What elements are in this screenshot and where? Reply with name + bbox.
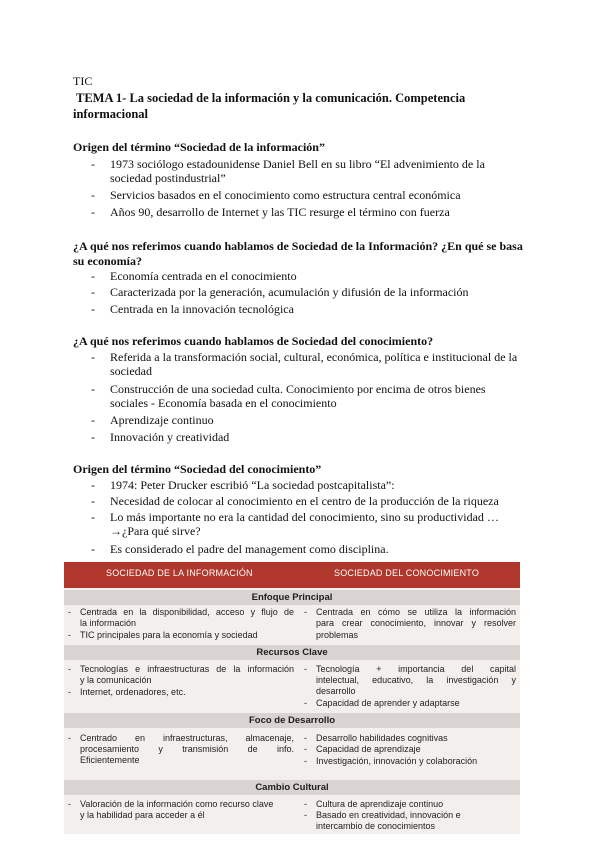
bullet-dash: -	[68, 664, 71, 674]
list-item-text: →¿Para qué sirve?	[110, 524, 201, 538]
bullet-dash: -	[91, 285, 95, 299]
bullet-dash: -	[91, 205, 95, 219]
table-cell-text: procesamiento y transmisión de info.	[80, 744, 294, 754]
table-cell	[68, 664, 294, 675]
bullet-dash: -	[91, 494, 95, 508]
bullet-dash: -	[91, 542, 95, 556]
table-section-header	[64, 590, 520, 605]
table-header	[64, 562, 520, 588]
table-cell-text: Internet, ordenadores, etc.	[80, 687, 186, 697]
list-item	[91, 430, 531, 444]
list-item	[91, 413, 531, 427]
table-cell	[68, 618, 294, 629]
table-cell-text: Basado en creatividad, innovación e	[316, 810, 461, 820]
list-item	[91, 188, 531, 202]
table-cell	[304, 799, 516, 810]
bullet-dash: -	[91, 157, 95, 171]
bullet-dash: -	[304, 698, 307, 708]
bullet-dash: -	[91, 302, 95, 316]
table-cell	[304, 630, 516, 641]
table-cell	[304, 821, 516, 832]
list-item-text: Años 90, desarrollo de Internet y las TIC resurge el término con fuerza	[110, 205, 450, 219]
list-item	[91, 157, 531, 185]
list-item	[91, 382, 531, 410]
table-cell-text: Valoración de la información como recurso clave	[80, 799, 274, 809]
list-item-text: 1973 sociólogo estadounidense Daniel Bell en su libro “El advenimiento de la	[110, 157, 485, 171]
table-cell	[304, 618, 516, 629]
list-item	[91, 205, 531, 219]
table-cell	[68, 744, 294, 755]
table-cell	[304, 675, 516, 686]
list-item	[91, 542, 531, 556]
bullet-dash: -	[91, 350, 95, 364]
table-cell-text: intelectual, educativo, la investigación y	[316, 675, 516, 685]
table-cell	[304, 744, 516, 755]
table-cell-text: TIC principales para la economía y sociedad	[80, 630, 258, 640]
bullet-dash: -	[304, 799, 307, 809]
list-item-text: sociedad postindustrial”	[110, 171, 226, 185]
bullet-dash: -	[304, 664, 307, 674]
table-cell	[68, 630, 294, 641]
table-cell-text: Capacidad de aprendizaje	[316, 744, 421, 754]
list-item	[91, 510, 531, 538]
list-item-text: Necesidad de colocar al conocimiento en el centro de la producción de la riqueza	[110, 494, 499, 508]
table-cell	[304, 810, 516, 821]
section-heading: ¿A qué nos referimos cuando hablamos de Sociedad de la Información? ¿En qué se basa	[73, 239, 523, 253]
table-cell-text: Capacidad de aprender y adaptarse	[316, 698, 460, 708]
table-cell	[68, 810, 294, 821]
table-cell	[304, 756, 516, 767]
page-title-line-1: TEMA 1- La sociedad de la información y la comunicación. Competencia	[76, 91, 466, 105]
bullet-dash: -	[68, 799, 71, 809]
list-item-text: Centrada en la innovación tecnológica	[110, 302, 294, 316]
bullet-dash: -	[91, 478, 95, 492]
table-cell-text: Eficientemente	[80, 755, 140, 765]
bullet-dash: -	[91, 413, 95, 427]
bullet-dash: -	[68, 687, 71, 697]
column-header-knowledge-society: SOCIEDAD DEL CONOCIMIENTO	[334, 568, 480, 578]
table-section-title: Foco de Desarrollo	[248, 715, 336, 726]
table-section-title: Cambio Cultural	[255, 782, 329, 793]
column-header-info-society: SOCIEDAD DE LA INFORMACIÓN	[106, 568, 253, 578]
table-section-title: Enfoque Principal	[251, 592, 333, 603]
bullet-dash: -	[91, 510, 95, 524]
bullet-dash: -	[91, 269, 95, 283]
table-cell-text: Centrada en cómo se utiliza la información	[316, 607, 516, 617]
list-item-text: Servicios basados en el conocimiento como estructura central económica	[110, 188, 461, 202]
section-heading: Origen del término “Sociedad de la información”	[73, 140, 325, 154]
list-item-text: sociales - Economía basada en el conocimiento	[110, 396, 337, 410]
table-cell	[68, 733, 294, 744]
section-heading-cont: su economía?	[73, 254, 142, 268]
list-item-text: Aprendizaje continuo	[110, 413, 214, 427]
section-heading: ¿A qué nos referimos cuando hablamos de Sociedad del conocimiento?	[73, 334, 434, 348]
list-item	[91, 269, 531, 283]
page-title-line-2: informacional	[73, 107, 148, 121]
table-cell-text: y la habilidad para acceder a él	[80, 810, 205, 820]
list-item-text: 1974: Peter Drucker escribió “La sociedad postcapitalista”:	[110, 478, 395, 492]
list-item	[91, 350, 531, 378]
bullet-dash: -	[304, 756, 307, 766]
bullet-dash: -	[68, 630, 71, 640]
list-item-text: sociedad	[110, 364, 152, 378]
table-cell-text: Centrada en la disponibilidad, acceso y flujo de	[80, 607, 294, 617]
bullet-dash: -	[304, 733, 307, 743]
table-section-header	[64, 713, 520, 728]
table-cell-text: Desarrollo habilidades cognitivas	[316, 733, 448, 743]
bullet-dash: -	[304, 607, 307, 617]
list-item-text: Innovación y creatividad	[110, 430, 230, 444]
table-section-title: Recursos Clave	[256, 647, 328, 658]
table-cell-text: y la comunicación	[80, 675, 152, 685]
table-cell-text: problemas	[316, 630, 359, 640]
table-cell-text: Cultura de aprendizaje continuo	[316, 799, 444, 809]
table-cell	[304, 686, 516, 697]
bullet-dash: -	[304, 810, 307, 820]
bullet-dash: -	[68, 733, 71, 743]
list-item	[91, 302, 531, 316]
list-item	[91, 494, 531, 508]
list-item	[91, 478, 531, 492]
table-cell	[304, 698, 516, 709]
table-cell	[68, 675, 294, 686]
list-item-text: Es considerado el padre del management como disciplina.	[110, 542, 389, 556]
comparison-table	[64, 562, 520, 834]
table-cell-text: para crear conocimiento, innovar y resolver	[316, 618, 516, 628]
list-item-text: Lo más importante no era la cantidad del conocimiento, sino su productividad …	[110, 510, 499, 524]
table-section-header	[64, 645, 520, 660]
table-cell-text: Tecnologías e infraestructuras de la información	[80, 664, 294, 674]
table-cell-text: Tecnología + importancia del capital	[316, 664, 516, 674]
bullet-dash: -	[304, 744, 307, 754]
list-item-text: Referida a la transformación social, cultural, económica, política e institucional de la	[110, 350, 518, 364]
course-label: TIC	[73, 74, 93, 88]
table-cell-text: desarrollo	[316, 686, 356, 696]
list-item-text: Construcción de una sociedad culta. Conocimiento por encima de otros bienes	[110, 382, 486, 396]
table-cell	[68, 755, 294, 766]
table-section-header	[64, 780, 520, 795]
table-cell	[304, 664, 516, 675]
list-item-text: Economía centrada en el conocimiento	[110, 269, 297, 283]
bullet-dash: -	[91, 188, 95, 202]
table-cell	[304, 733, 516, 744]
table-cell-text: Investigación, innovación y colaboración	[316, 756, 478, 766]
table-cell-text: la información	[80, 618, 137, 628]
bullet-dash: -	[68, 607, 71, 617]
list-item	[91, 285, 531, 299]
table-cell	[68, 687, 294, 698]
section-heading: Origen del término “Sociedad del conocimiento”	[73, 462, 322, 476]
list-item-text: Caracterizada por la generación, acumulación y difusión de la información	[110, 285, 469, 299]
bullet-dash: -	[91, 430, 95, 444]
table-cell-text: Centrado en infraestructuras, almacenaje,	[80, 733, 294, 743]
table-cell-text: intercambio de conocimientos	[316, 821, 436, 831]
table-cell	[304, 607, 516, 618]
table-cell	[68, 799, 294, 810]
bullet-dash: -	[91, 382, 95, 396]
